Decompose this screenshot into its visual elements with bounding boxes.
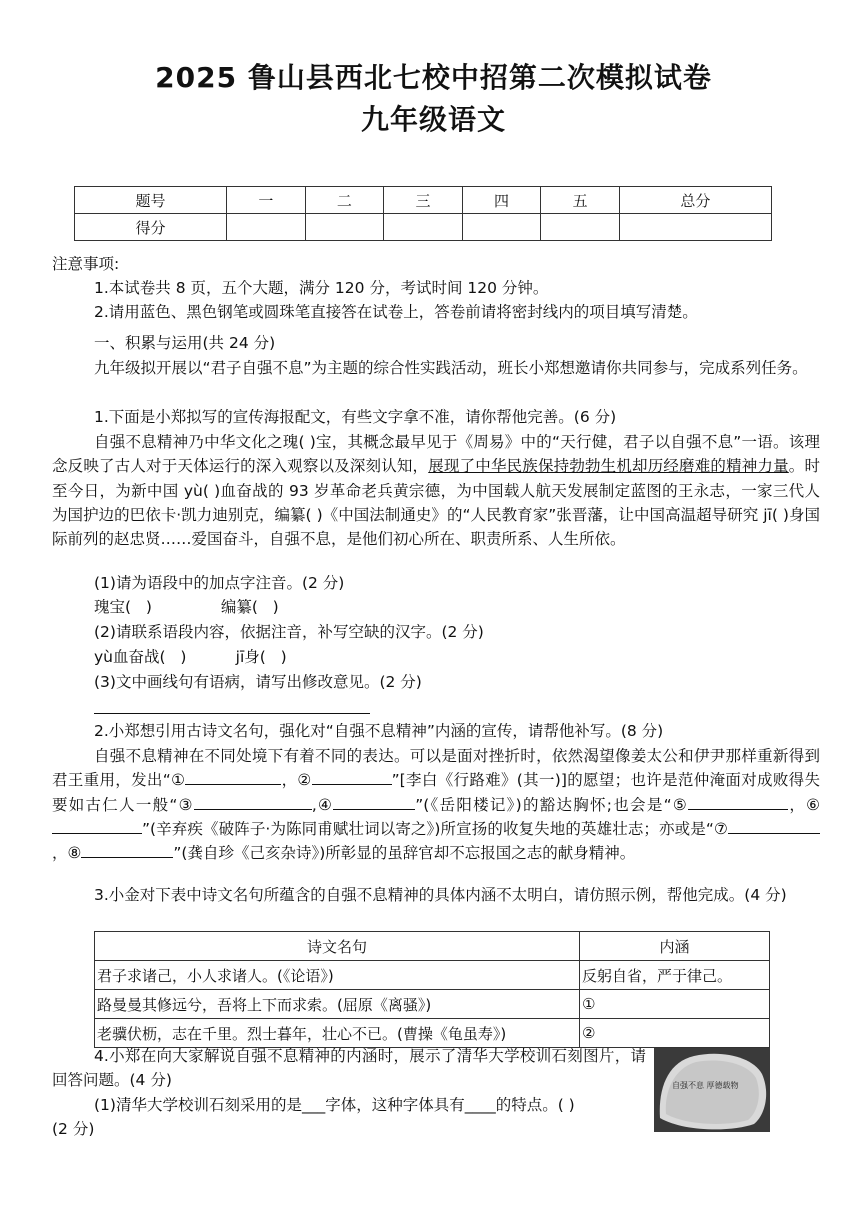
- q2-text: ，②: [281, 771, 312, 790]
- q2-text: ”(龚自珍《己亥杂诗》)所彰显的虽辞官却不忘报国之志的献身精神。: [173, 844, 636, 863]
- q2-blank-6[interactable]: [52, 817, 142, 834]
- score-input-cell[interactable]: [462, 214, 541, 241]
- score-table-score-row: [75, 214, 772, 241]
- q2-blank-4[interactable]: [333, 793, 415, 810]
- q2-passage: [52, 744, 820, 865]
- section-intro: 九年级拟开展以“君子自强不息”为主题的综合性实践活动，班长小郑想邀请你共同参与，完成系列任务。: [94, 359, 808, 377]
- q3-header-cell: 内涵: [580, 932, 770, 961]
- q3-header-cell: 诗文名句: [95, 932, 580, 961]
- q1-sub2-answer[interactable]: yù血奋战( ) jī身( ): [94, 648, 287, 666]
- q3-meaning-cell[interactable]: ①: [580, 990, 770, 1019]
- q2-text: ”[李白《行路难》(其一)]的愿望；也许是范仲淹面对成败得失要如古仁人一般“③: [52, 771, 820, 814]
- score-cell: 总分: [619, 187, 771, 214]
- q2-text: 自强不息精神在不同处境下有着不同的表达。可以是面对挫折时，依然渴望像姜太公和伊尹那样重新得到君王重用，发出“①: [52, 747, 820, 790]
- q4-sub1-score: (2 分): [52, 1120, 95, 1138]
- score-cell: 题号: [75, 187, 227, 214]
- q1-prompt: 1.下面是小郑拟写的宣传海报配文，有些文字拿不准，请你帮他完善。(6 分): [94, 408, 617, 426]
- q4-prompt: 4.小郑在向大家解说自强不息精神的内涵时，展示了清华大学校训石刻图片，请回答问题。(4 分): [52, 1047, 646, 1090]
- q2-text: ，⑥: [788, 795, 820, 814]
- q1-sub3: (3)文中画线句有语病，请写出修改意见。(2 分): [94, 673, 422, 691]
- q3-meaning-cell[interactable]: ②: [580, 1019, 770, 1048]
- q1-sub1-answer[interactable]: 瑰宝( ) 编纂( ): [94, 598, 279, 616]
- q1-sub1: (1)请为语段中的加点字注音。(2 分): [94, 574, 345, 592]
- q2-blank-3[interactable]: [194, 793, 312, 810]
- score-cell: 五: [541, 187, 620, 214]
- q1-sub3-answer-line[interactable]: [94, 713, 370, 714]
- q3-quote-cell: 老骥伏枥，志在千里。烈士暮年，壮心不已。(曹操《龟虽寿》): [95, 1019, 580, 1048]
- exam-title: 2025 鲁山县西北七校中招第二次模拟试卷: [155, 61, 712, 94]
- q2-prompt: 2.小郑想引用古诗文名句，强化对“自强不息精神”内涵的宣传，请帮他补写。(8 分): [94, 722, 664, 740]
- q1-passage-part-b: 。时至今日，为新中国 yù( )血奋战的 93 岁革命老兵黄宗德，为中国载人航天发展制定蓝图的王永志，一家三代人为国护边的巴依卡·凯力迪别克，编纂( )《中国法制通史》的“人民教育家”张晋藩，让中国高温超导研究 jī( )身国际前列的赵忠贤……爱国奋斗，自强不息，是他们初心所在、职责所系、人生所依。: [52, 457, 820, 549]
- q1-passage: [52, 430, 820, 551]
- q2-text: ,④: [311, 795, 334, 814]
- score-cell: 一: [227, 187, 306, 214]
- q1-passage-part-a: 自强不息精神乃中华文化之瑰( )宝，其概念最早见于《周易》中的“天行健，君子以自强不息”一语。该理念反映了古人对于天体运行的深入观察以及深刻认知，: [52, 433, 820, 476]
- exam-subtitle: 九年级语文: [360, 103, 506, 136]
- q1-underlined-sentence: 展现了中华民族保持勃勃生机却历经磨难的精神力量: [428, 457, 789, 476]
- q2-blank-7[interactable]: [728, 817, 820, 834]
- q3-meaning-cell: 反躬自省，严于律己。: [580, 961, 770, 990]
- notes-heading: 注意事项:: [52, 255, 120, 273]
- stone-text: 自强不息 厚德载物: [672, 1081, 739, 1090]
- q3-quote-cell: 路曼曼其修远兮，吾将上下而求索。(屈原《离骚》): [95, 990, 580, 1019]
- note-item: 2.请用蓝色、黑色钢笔或圆珠笔直接答在试卷上，答卷前请将密封线内的项目填写清楚。: [94, 303, 698, 321]
- q3-table-row: [95, 961, 770, 990]
- score-input-cell[interactable]: [619, 214, 771, 241]
- tsinghua-motto-stone-photo: [654, 1048, 770, 1132]
- score-input-cell[interactable]: [227, 214, 306, 241]
- score-cell: 三: [384, 187, 463, 214]
- q2-blank-8[interactable]: [81, 841, 173, 858]
- score-cell: 得分: [75, 214, 227, 241]
- score-cell: 二: [305, 187, 384, 214]
- score-table: [74, 186, 772, 241]
- q2-blank-5[interactable]: [688, 793, 788, 810]
- score-input-cell[interactable]: [541, 214, 620, 241]
- q2-blank-2[interactable]: [312, 768, 392, 785]
- q3-table-row: [95, 990, 770, 1019]
- q2-blank-1[interactable]: [185, 768, 281, 785]
- q2-text: ，⑧: [52, 844, 82, 863]
- q2-text: ”(《岳阳楼记》)的豁达胸怀;也会是“⑤: [415, 795, 689, 814]
- q2-text: ”(辛弃疾《破阵子·为陈同甫赋壮词以寄之》)所宣扬的收复失地的英雄壮志；亦或是“⑦: [142, 819, 728, 838]
- section-heading: 一、积累与运用(共 24 分): [94, 334, 276, 352]
- q3-prompt: 3.小金对下表中诗文名句所蕴含的自强不息精神的具体内涵不太明白，请仿照示例，帮他完成。(4 分): [94, 886, 787, 904]
- stone-image: [654, 1048, 770, 1132]
- q4-sub1: (1)清华大学校训石刻采用的是___字体，这种字体具有____的特点。( ): [94, 1096, 575, 1114]
- q3-table-header: [95, 932, 770, 961]
- note-item: 1.本试卷共 8 页，五个大题，满分 120 分，考试时间 120 分钟。: [94, 279, 549, 297]
- q3-table: [94, 931, 770, 1048]
- score-input-cell[interactable]: [305, 214, 384, 241]
- q3-quote-cell: 君子求诸己，小人求诸人。(《论语》): [95, 961, 580, 990]
- q1-sub2: (2)请联系语段内容，依据注音，补写空缺的汉字。(2 分): [94, 623, 484, 641]
- score-input-cell[interactable]: [384, 214, 463, 241]
- score-cell: 四: [462, 187, 541, 214]
- score-table-header-row: [75, 187, 772, 214]
